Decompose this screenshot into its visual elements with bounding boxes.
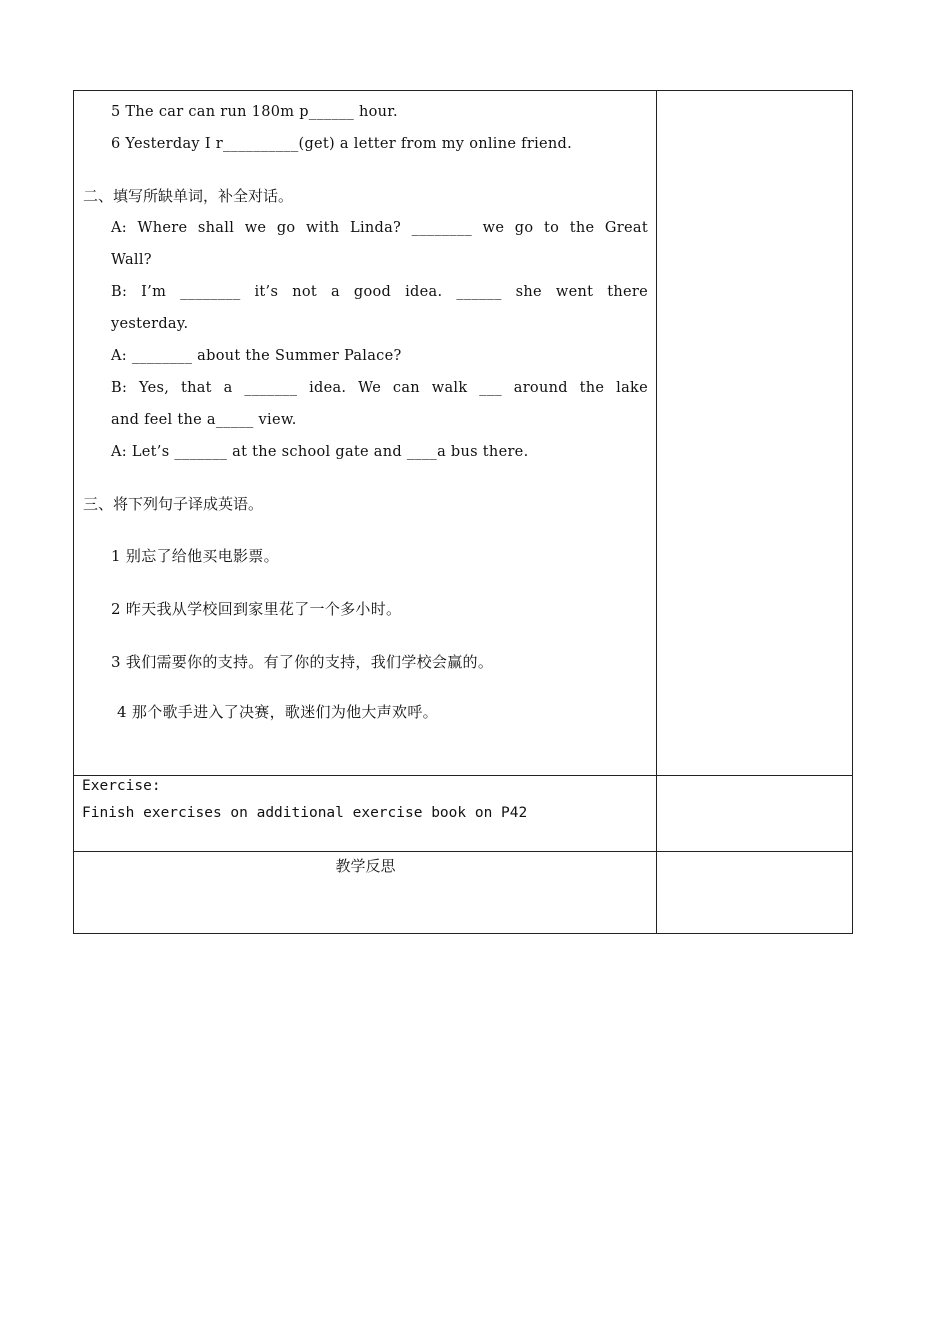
- dialogue-line-1: A: Where shall we go with Linda? ________ we go to the Great: [111, 220, 648, 236]
- reflection-cell: [74, 852, 657, 933]
- dialogue-line-8: A: Let’s _______ at the school gate and ____a bus there.: [111, 444, 529, 460]
- dialogue-line-6: B: Yes, that a _______ idea. We can walk ___ around the lake: [111, 380, 648, 396]
- dialogue-line-5: A: ________ about the Summer Palace?: [111, 348, 402, 364]
- translation-sentence-2: 2 昨天我从学校回到家里花了一个多小时。: [111, 600, 402, 618]
- question-5: 5 The car can run 180m p______ hour.: [111, 104, 398, 120]
- dialogue-line-3: B: I’m ________ it’s not a good idea. ______ she went there: [111, 284, 648, 300]
- dialogue-line-7: and feel the a_____ view.: [111, 412, 297, 428]
- translation-sentence-3: 3 我们需要你的支持。有了你的支持，我们学校会赢的。: [111, 653, 494, 671]
- exercise-label: Exercise:: [82, 778, 161, 794]
- exercise-content-row: [74, 91, 852, 776]
- translation-sentence-4: 4 那个歌手进入了决赛，歌迷们为他大声欢呼。: [117, 703, 438, 721]
- section-3-heading: 三、将下列句子译成英语。: [83, 495, 264, 513]
- question-6: 6 Yesterday I r__________(get) a letter from my online friend.: [111, 136, 573, 152]
- notes-cell-1: [657, 91, 852, 775]
- exercise-content-cell: [74, 91, 657, 775]
- dialogue-line-4: yesterday.: [111, 316, 189, 332]
- exercise-text: Finish exercises on additional exercise book on P42: [82, 805, 528, 821]
- homework-row: [74, 776, 852, 852]
- reflection-title: 教学反思: [335, 857, 396, 875]
- section-2-heading: 二、填写所缺单词，补全对话。: [83, 187, 294, 205]
- reflection-row: [74, 852, 852, 933]
- dialogue-line-2: Wall?: [111, 252, 152, 268]
- notes-cell-2: [657, 776, 852, 851]
- notes-cell-3: [657, 852, 852, 933]
- lesson-table: [73, 90, 853, 934]
- translation-sentence-1: 1 别忘了给他买电影票。: [111, 547, 279, 565]
- homework-cell: [74, 776, 657, 851]
